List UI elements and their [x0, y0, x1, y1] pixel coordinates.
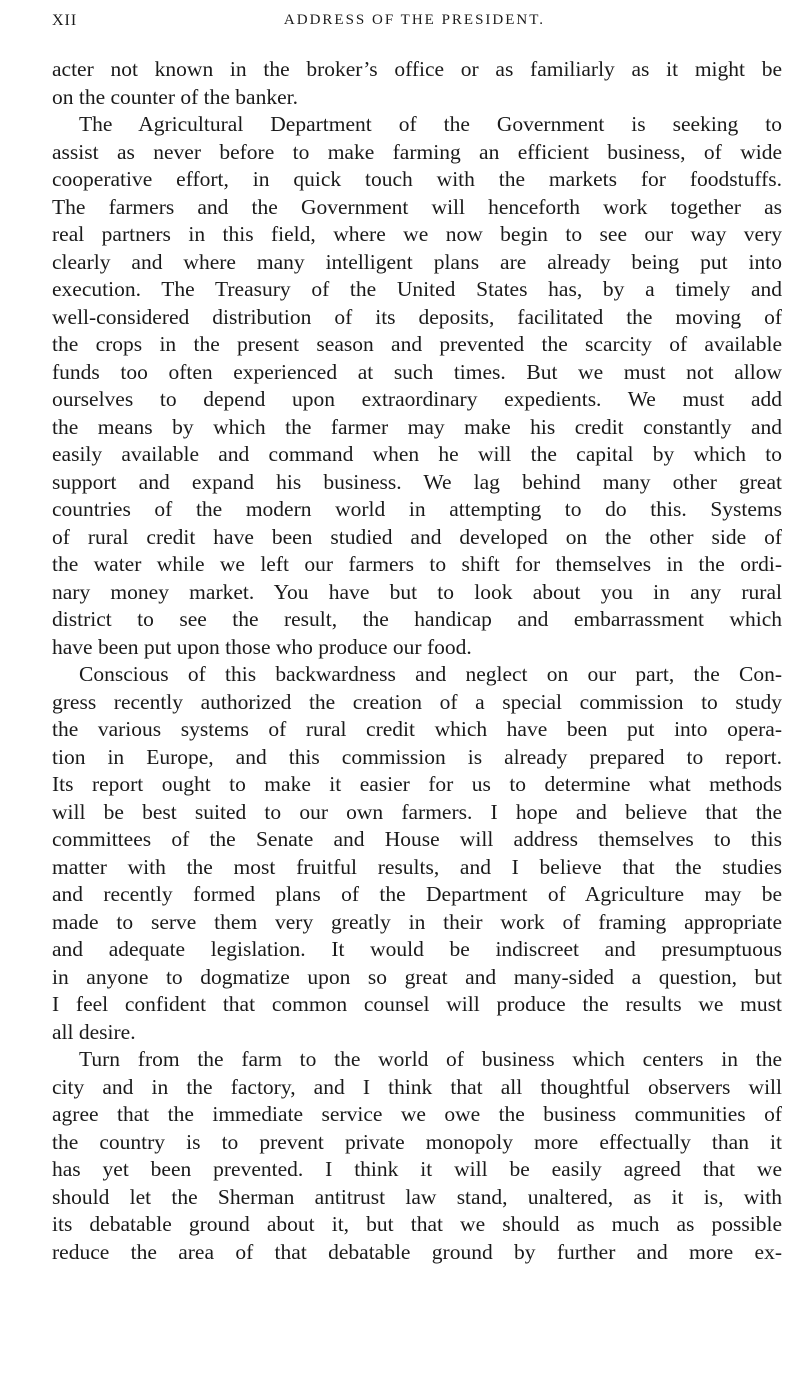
text-line: agree that the immediate service we owe the business communities of	[52, 1102, 782, 1126]
text-line: on the counter of the banker.	[52, 84, 298, 109]
text-line: district to see the result, the handicap and embarrassment which	[52, 607, 782, 631]
text-line: execution. The Treasury of the United States has, by a timely and	[52, 277, 782, 301]
text-line: committees of the Senate and House will address themselves to this	[52, 827, 782, 851]
text-line: assist as never before to make farming an efficient business, of wide	[52, 139, 782, 164]
text-line: should let the Sherman antitrust law stand, unaltered, as it is, with	[52, 1184, 782, 1209]
text-line: clearly and where many intelligent plans are already being put into	[52, 249, 782, 274]
text-line: the means by which the farmer may make his credit constantly and	[52, 414, 782, 439]
page-number: XII	[52, 12, 78, 29]
text-line: easily available and command when he will the capital by which to	[52, 442, 782, 466]
paragraph	[52, 56, 782, 111]
paragraph	[52, 111, 782, 661]
page-header	[52, 12, 777, 36]
text-line: matter with the most fruitful results, and I believe that the studies	[52, 854, 782, 879]
text-line: well-considered distribution of its deposits, facilitated the moving of	[52, 304, 782, 329]
text-line: and recently formed plans of the Department of Agriculture may be	[52, 882, 782, 906]
text-line: reduce the area of that debatable ground by further and more ex-	[52, 1239, 782, 1264]
text-line: cooperative effort, in quick touch with the markets for foodstuffs.	[52, 167, 782, 191]
text-line: the various systems of rural credit which have been put into opera-	[52, 717, 782, 741]
text-line: ourselves to depend upon extraordinary expedients. We must add	[52, 387, 782, 411]
text-line: the country is to prevent private monopoly more effectually than it	[52, 1129, 782, 1154]
text-line: its debatable ground about it, but that we should as much as possible	[52, 1212, 782, 1236]
text-line: support and expand his business. We lag behind many other great	[52, 469, 782, 494]
text-line: acter not known in the broker’s office or as familiarly as it might be	[52, 57, 782, 81]
text-line: Conscious of this backwardness and neglect on our part, the Con-	[79, 662, 782, 686]
text-line: have been put upon those who produce our food.	[52, 634, 472, 659]
text-line: funds too often experienced at such times. But we must not allow	[52, 359, 782, 384]
text-line: the water while we left our farmers to shift for themselves in the ordi-	[52, 552, 782, 576]
text-line: gress recently authorized the creation of a special commission to study	[52, 689, 782, 714]
text-line: nary money market. You have but to look about you in any rural	[52, 579, 782, 604]
text-line: in anyone to dogmatize upon so great and many-sided a question, but	[52, 964, 782, 989]
running-head: ADDRESS OF THE PRESIDENT.	[283, 12, 546, 28]
text-line: Turn from the farm to the world of business which centers in the	[79, 1047, 782, 1071]
text-line: Its report ought to make it easier for us to determine what methods	[52, 772, 782, 796]
text-line: will be best suited to our own farmers. I hope and believe that the	[52, 799, 782, 824]
body-text	[52, 56, 782, 1266]
text-line: city and in the factory, and I think that all thoughtful observers will	[52, 1074, 782, 1099]
paragraph	[52, 1046, 782, 1266]
text-line: countries of the modern world in attempting to do this. Systems	[52, 497, 782, 521]
text-line: tion in Europe, and this commission is already prepared to report.	[52, 744, 782, 769]
text-line: I feel confident that common counsel will produce the results we must	[52, 992, 782, 1016]
text-line: of rural credit have been studied and developed on the other side of	[52, 524, 782, 549]
text-line: all desire.	[52, 1019, 136, 1044]
text-line: real partners in this field, where we now begin to see our way very	[52, 222, 782, 246]
paragraph	[52, 661, 782, 1046]
text-line: made to serve them very greatly in their work of framing appropriate	[52, 909, 782, 934]
text-line: The Agricultural Department of the Government is seeking to	[79, 112, 782, 136]
text-line: has yet been prevented. I think it will be easily agreed that we	[52, 1157, 782, 1181]
text-line: the crops in the present season and prevented the scarcity of available	[52, 332, 782, 356]
text-line: and adequate legislation. It would be indiscreet and presumptuous	[52, 937, 782, 961]
text-line: The farmers and the Government will henceforth work together as	[52, 194, 782, 219]
